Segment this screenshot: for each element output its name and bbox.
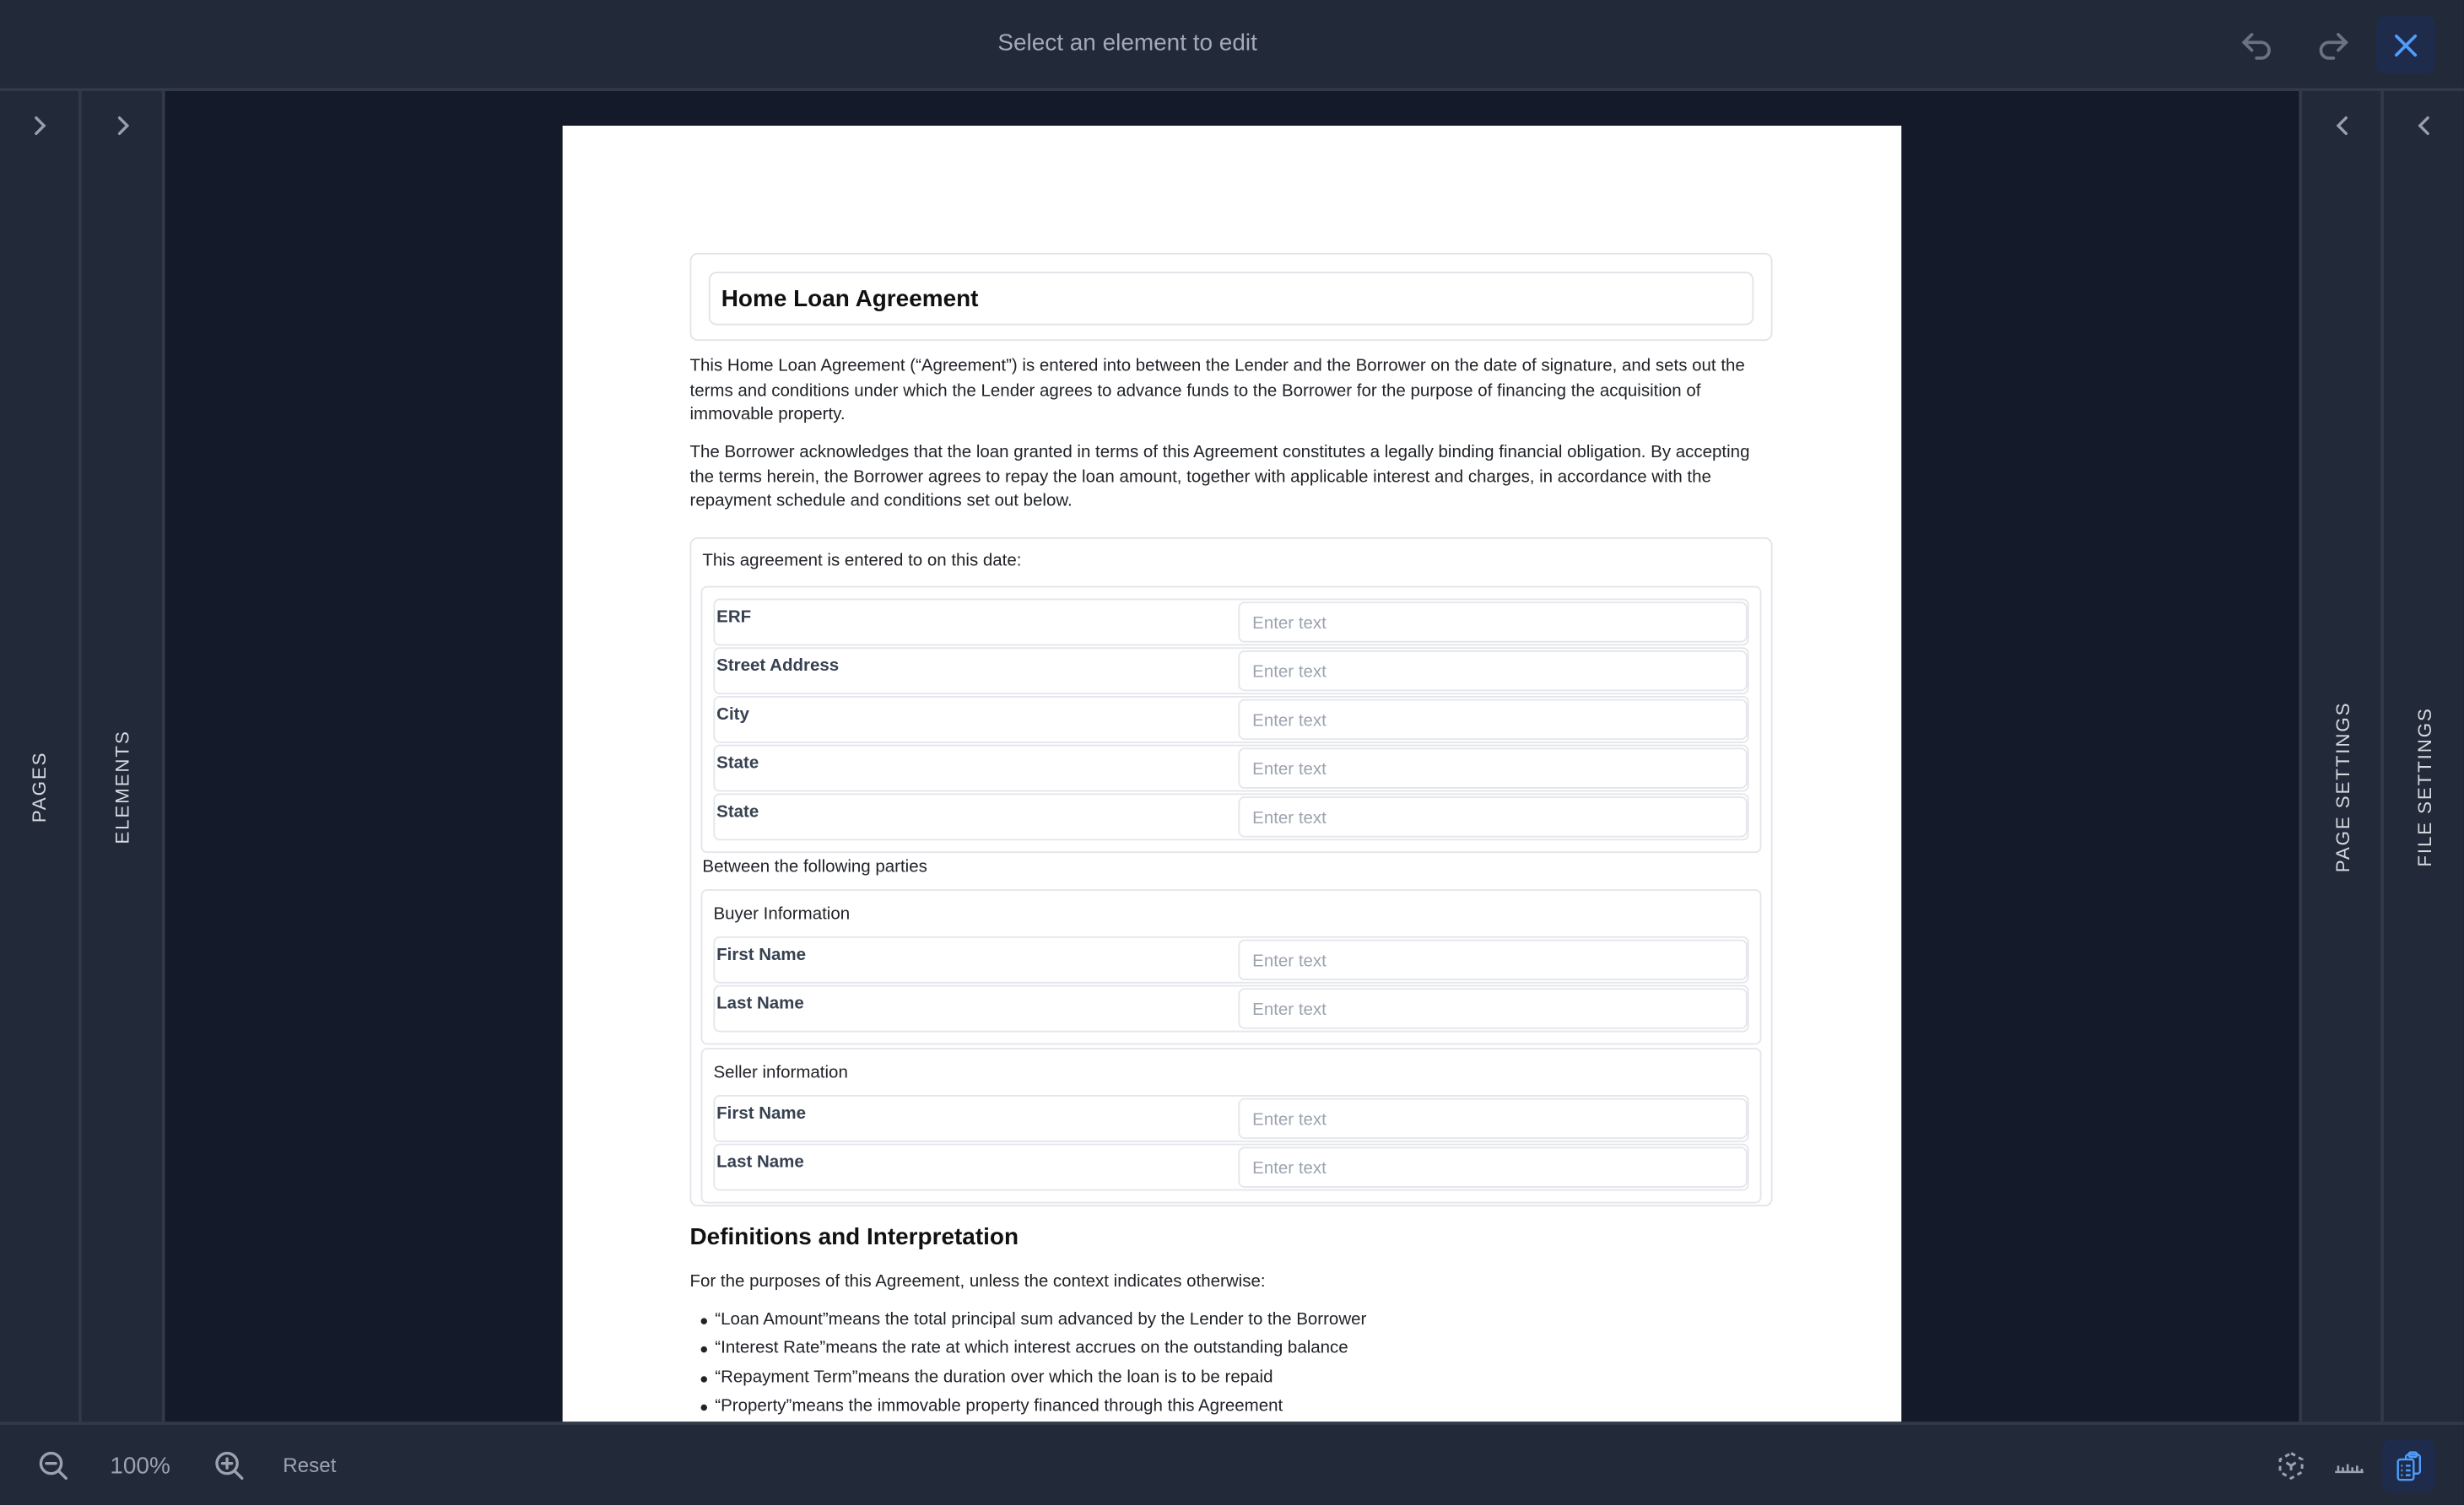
title-block[interactable] bbox=[690, 253, 1773, 341]
definitions-heading[interactable]: Definitions and Interpretation bbox=[689, 1223, 1019, 1251]
field-label: First Name bbox=[716, 946, 807, 965]
close-button[interactable] bbox=[2376, 16, 2436, 74]
text-input[interactable] bbox=[1238, 747, 1747, 788]
document-title[interactable]: Home Loan Agreement bbox=[709, 272, 1753, 325]
form-row bbox=[713, 744, 1748, 791]
page-settings-tab[interactable]: PAGE SETTINGS bbox=[2331, 701, 2353, 873]
list-item: “Interest Rate”means the rate at which interest accrues on the outstanding balance bbox=[690, 1335, 1773, 1363]
text-input[interactable] bbox=[1238, 699, 1747, 739]
pages-panel[interactable] bbox=[0, 91, 82, 1421]
field-label: Last Name bbox=[716, 1153, 804, 1173]
undo-icon[interactable] bbox=[2238, 25, 2278, 66]
chevron-left-icon[interactable] bbox=[2302, 113, 2382, 138]
intro-paragraph[interactable]: This Home Loan Agreement (“Agreement”) is entered into between the Lender and the Borrower on the date of signature, and sets out the terms and conditions under which the Lender agrees to advance funds to the Borrower for the purpose of financing the acquisition of immovable property. bbox=[689, 356, 1745, 425]
elements-tab[interactable]: ELEMENTS bbox=[111, 730, 133, 844]
seller-label: Seller information bbox=[713, 1064, 848, 1083]
zoom-in-icon[interactable] bbox=[213, 1450, 245, 1490]
definitions-list[interactable] bbox=[690, 1305, 1773, 1420]
input-placeholder: Enter text bbox=[1252, 613, 1327, 633]
form-row bbox=[713, 793, 1748, 840]
property-group bbox=[701, 585, 1762, 853]
seller-group bbox=[701, 1048, 1762, 1203]
form-row bbox=[713, 598, 1748, 645]
chevron-right-icon[interactable] bbox=[82, 113, 162, 138]
header-title: Select an element to edit bbox=[997, 30, 1257, 57]
text-input[interactable] bbox=[1238, 650, 1747, 690]
form-row bbox=[713, 1095, 1748, 1142]
form-row bbox=[713, 936, 1748, 984]
field-label: Last Name bbox=[716, 995, 804, 1014]
top-bar bbox=[0, 0, 2464, 91]
elements-panel[interactable] bbox=[82, 91, 165, 1421]
text-input[interactable] bbox=[1238, 796, 1747, 836]
redo-icon[interactable] bbox=[2311, 25, 2352, 66]
reset-button[interactable]: Reset bbox=[283, 1453, 337, 1477]
buyer-group bbox=[701, 889, 1762, 1044]
page-settings-panel[interactable] bbox=[2299, 91, 2382, 1421]
list-item: “Property”means the immovable property financed through this Agreement bbox=[690, 1392, 1773, 1421]
field-label: ERF bbox=[716, 607, 752, 627]
definitions-intro[interactable]: For the purposes of this Agreement, unless the context indicates otherwise: bbox=[689, 1272, 1266, 1292]
form-row bbox=[713, 1144, 1748, 1191]
input-placeholder: Enter text bbox=[1252, 952, 1327, 972]
parties-label: Between the following parties bbox=[702, 857, 927, 877]
input-placeholder: Enter text bbox=[1252, 710, 1327, 731]
pages-tab[interactable]: PAGES bbox=[28, 751, 51, 823]
input-placeholder: Enter text bbox=[1252, 759, 1327, 779]
close-icon bbox=[2391, 30, 2420, 59]
form-block bbox=[690, 537, 1773, 1206]
form-row bbox=[713, 985, 1748, 1033]
text-input[interactable] bbox=[1238, 1147, 1747, 1188]
input-placeholder: Enter text bbox=[1252, 1001, 1327, 1020]
text-input[interactable] bbox=[1238, 601, 1747, 641]
chevron-left-icon[interactable] bbox=[2384, 113, 2464, 138]
form-fields-button[interactable] bbox=[2382, 1439, 2435, 1492]
chevron-right-icon[interactable] bbox=[0, 113, 78, 138]
form-row bbox=[713, 695, 1748, 742]
file-settings-tab[interactable]: FILE SETTINGS bbox=[2413, 707, 2435, 867]
buyer-label: Buyer Information bbox=[713, 904, 851, 925]
zoom-level: 100% bbox=[110, 1453, 170, 1481]
select-area-icon[interactable] bbox=[2275, 1450, 2306, 1490]
field-label: City bbox=[716, 704, 749, 724]
obligation-paragraph[interactable]: The Borrower acknowledges that the loan granted in terms of this Agreement constitutes a legally binding financial obligation. By accepting the terms herein, the Borrower agrees to repay the loan amount, together with applicable interest and charges, in accordance with the repayment schedule and conditions set out below. bbox=[689, 443, 1750, 511]
field-label: State bbox=[716, 801, 759, 822]
field-label: State bbox=[716, 753, 759, 773]
file-settings-panel[interactable] bbox=[2380, 91, 2464, 1421]
input-placeholder: Enter text bbox=[1252, 808, 1327, 828]
list-item: “Loan Amount”means the total principal sum advanced by the Lender to the Borrower bbox=[690, 1305, 1773, 1334]
zoom-out-icon[interactable] bbox=[38, 1450, 69, 1490]
document-page bbox=[563, 126, 1902, 1445]
input-placeholder: Enter text bbox=[1252, 1110, 1327, 1130]
field-label: First Name bbox=[716, 1104, 807, 1124]
ruler-icon[interactable] bbox=[2333, 1450, 2364, 1490]
text-input[interactable] bbox=[1238, 940, 1747, 980]
input-placeholder: Enter text bbox=[1252, 1159, 1327, 1179]
text-input[interactable] bbox=[1238, 1098, 1747, 1139]
field-label: Street Address bbox=[716, 655, 840, 675]
date-label: This agreement is entered to on this date: bbox=[702, 551, 1022, 570]
form-row bbox=[713, 646, 1748, 693]
bottom-bar bbox=[0, 1421, 2464, 1505]
clipboard-list-icon bbox=[2393, 1450, 2424, 1481]
text-input[interactable] bbox=[1238, 989, 1747, 1029]
input-placeholder: Enter text bbox=[1252, 662, 1327, 682]
list-item: “Repayment Term”means the duration over which the loan is to be repaid bbox=[690, 1363, 1773, 1392]
